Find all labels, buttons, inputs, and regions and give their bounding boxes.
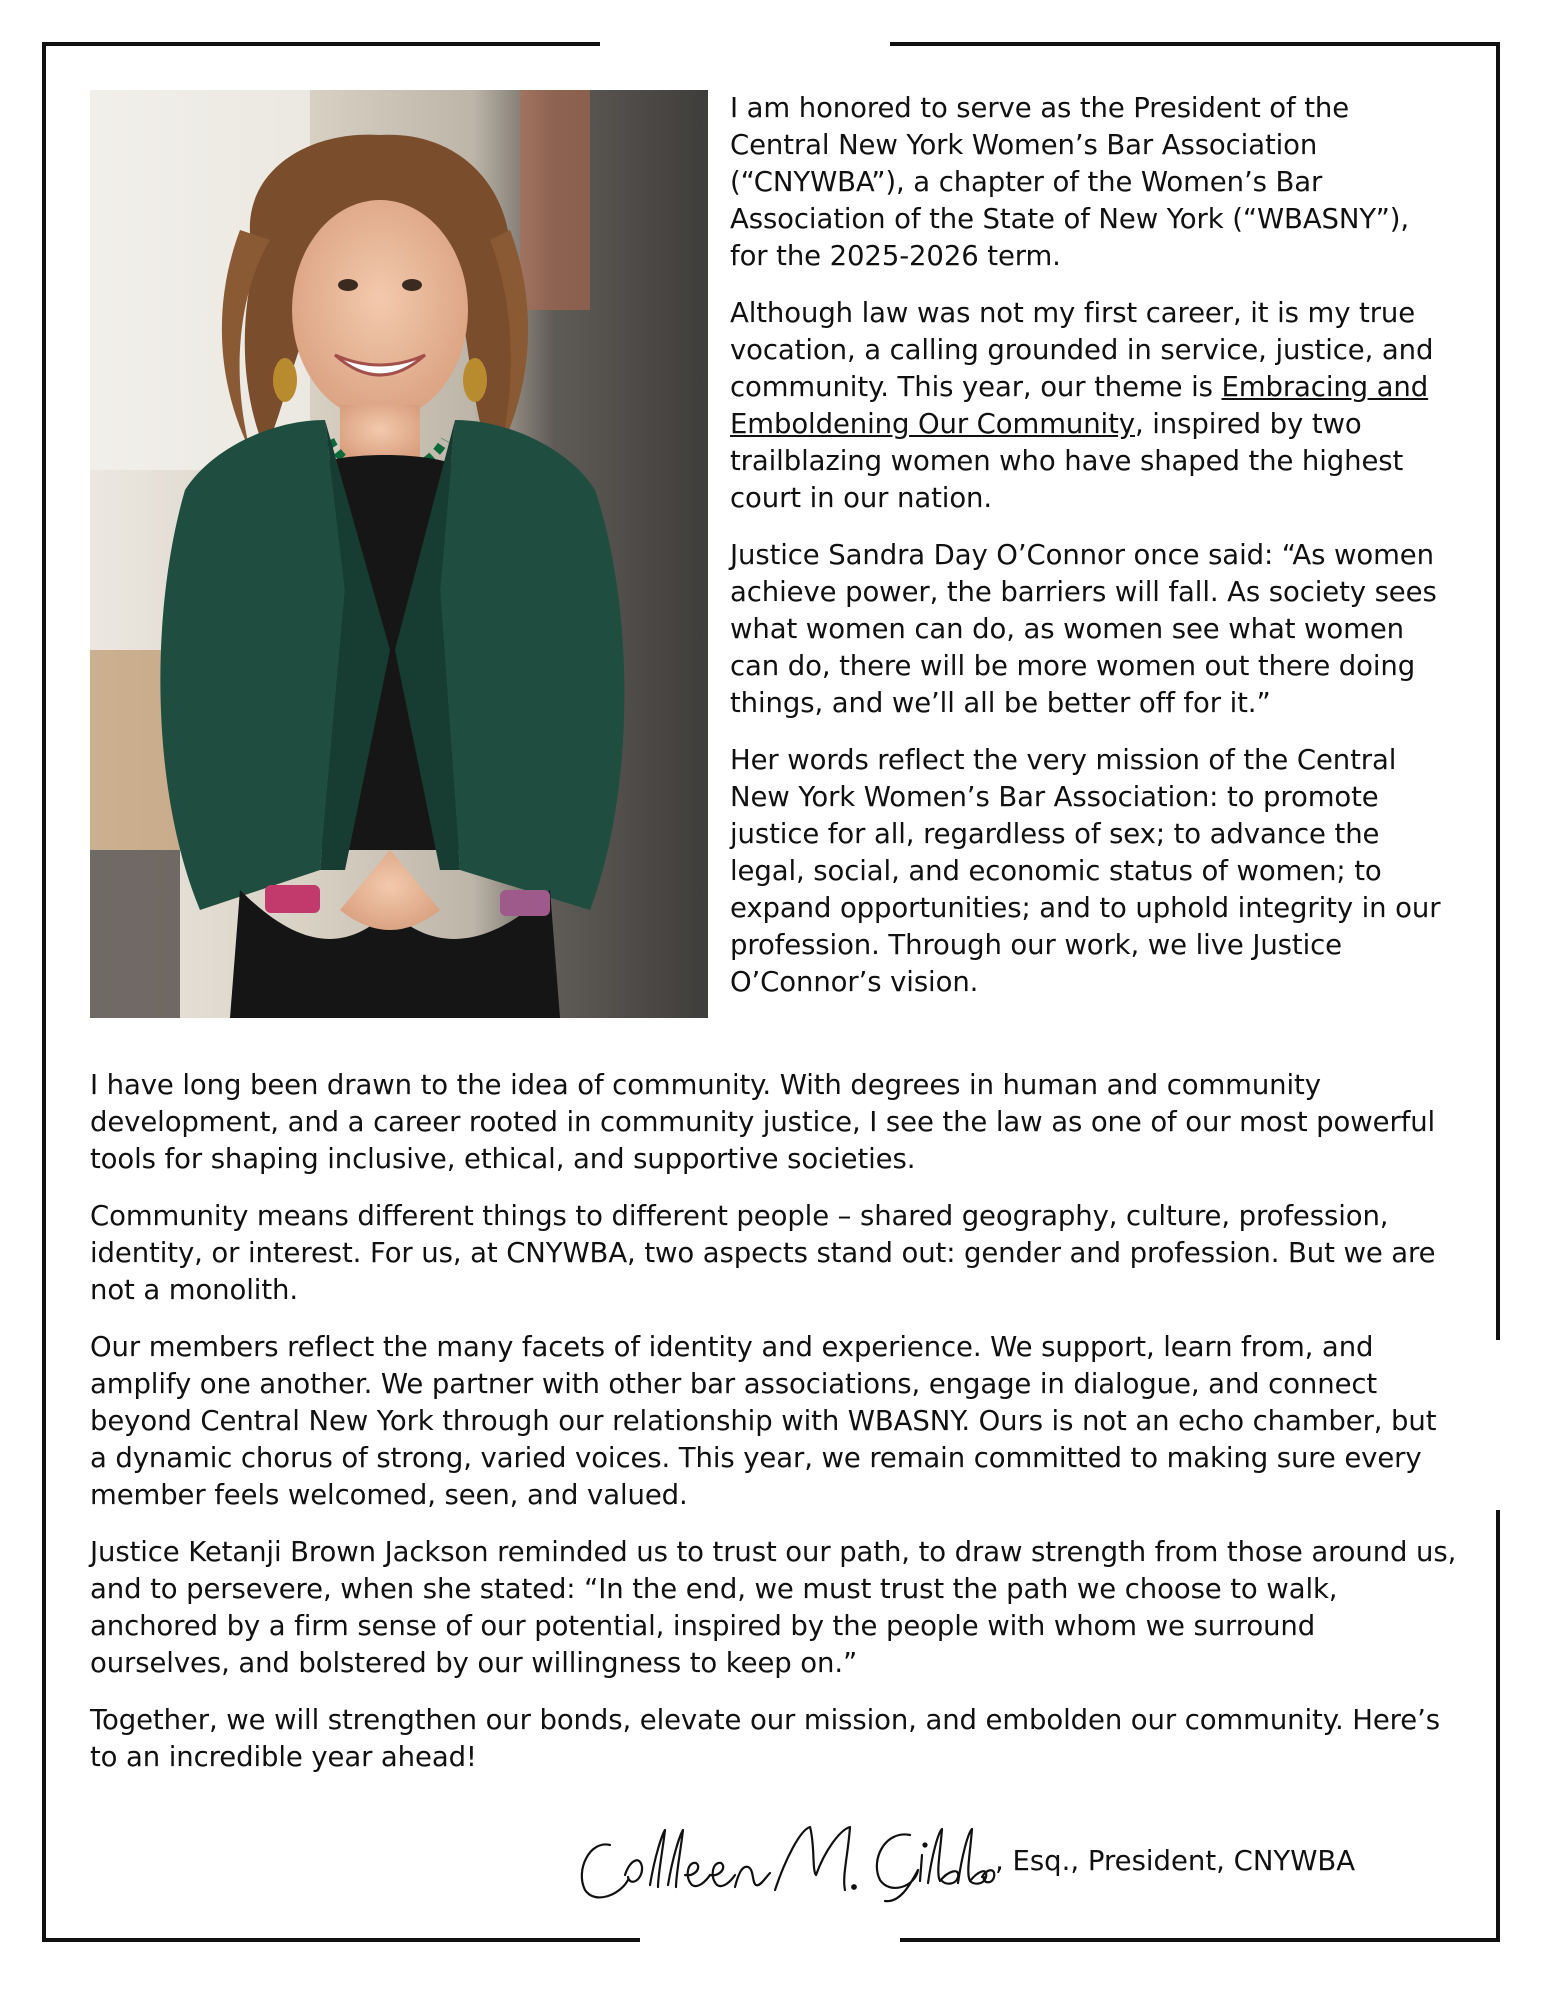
intro-paragraph-1: I am honored to serve as the President of the Central New York Women’s Bar Association (“CNYWBA”), a chapter of the Women’s Bar Association of the State of New York (“WBASNY”), for the 2025-2026 term. (730, 92, 1409, 272)
body-paragraph-3: Our members reflect the many facets of identity and experience. We support, learn from, and amplify one another. We partner with other bar associations, engage in dialogue, and connect beyond Central New York through our relationship with WBASNY. Ours is not an echo chamber, but a dynamic chorus of strong, varied voices. This year, we remain committed to making sure every member feels welcomed, seen, and valued. (90, 1331, 1437, 1511)
border-gap-right (1494, 1340, 1502, 1510)
body-paragraph-2: Community means different things to different people – shared geography, culture, profession, identity, or interest. For us, at CNYWBA, two aspects stand out: gender and profession. But we are not a monolith. (90, 1200, 1436, 1306)
portrait-illustration (90, 90, 708, 1018)
intro-column (730, 90, 1450, 1021)
body-paragraph-1: I have long been drawn to the idea of community. With degrees in human and community development, and a career rooted in community justice, I see the law as one of our most powerful tools for shaping inclusive, ethical, and supportive societies. (90, 1069, 1436, 1175)
border-gap-top (600, 40, 890, 48)
intro-paragraph-2-tail: , inspired by two trailblazing women who have shaped the highest court in our nation. (730, 408, 1404, 514)
body-paragraph-5: Together, we will strengthen our bonds, elevate our mission, and embolden our community. Here’s to an incredible year ahead! (90, 1704, 1440, 1773)
handwritten-signature (570, 1815, 1000, 1905)
border-gap-bottom (640, 1936, 900, 1944)
body-column (90, 1067, 1460, 1796)
intro-paragraph-2 (730, 295, 1450, 517)
intro-paragraph-4: Her words reflect the very mission of the Central New York Women’s Bar Association: to promote justice for all, regardless of sex; to advance the legal, social, and economic status of women; to expand opportunities; and to uphold integrity in our profession. Through our work, we live Justice O’Connor’s vision. (730, 744, 1441, 998)
intro-paragraph-3: Justice Sandra Day O’Connor once said: “As women achieve power, the barriers will fall. As society sees what women can do, as women see what women can do, there will be more women out there doing things, and we’ll all be better off for it.” (730, 539, 1437, 719)
body-paragraph-4: Justice Ketanji Brown Jackson reminded us to trust our path, to draw strength from those around us, and to persevere, when she stated: “In the end, we must trust the path we choose to walk, anchored by a firm sense of our potential, inspired by the people with whom we surround ourselves, and bolstered by our willingness to keep on.” (90, 1536, 1457, 1679)
president-portrait-photo (90, 90, 708, 1018)
signature-title: , Esq., President, CNYWBA (995, 1845, 1356, 1877)
signature-line (570, 1815, 1470, 1905)
theme-text: Embracing and Emboldening Our Community (730, 371, 1429, 440)
intro-paragraph-2-lead: Although law was not my first career, it is my true vocation, a calling grounded in service, justice, and community. This year, our theme is (730, 297, 1434, 403)
